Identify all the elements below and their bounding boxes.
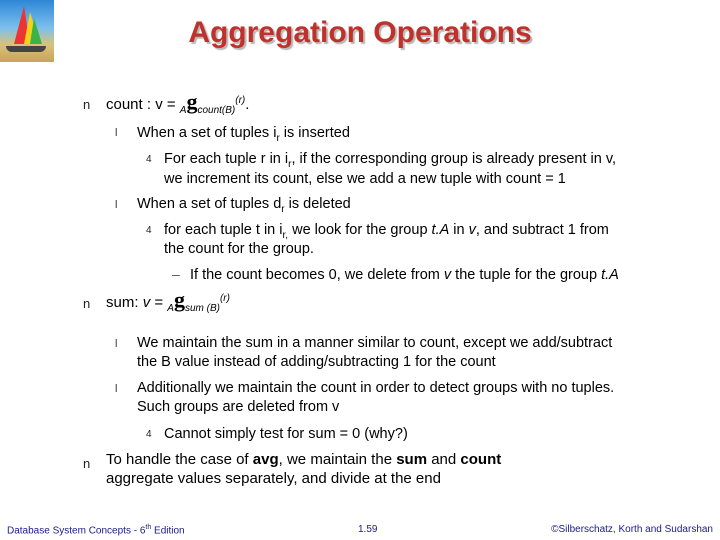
avg-line1: To handle the case of avg, we maintain the sum and count	[106, 451, 502, 468]
insert-detail-line1: For each tuple r in $i_r$, if the corresponding group is already present in v,	[164, 151, 617, 170]
bullet-l2: l	[115, 199, 118, 211]
avg-line2: aggregate values separately, and divide at the end	[106, 470, 441, 487]
delete-line: When a set of tuples $d_r$ is deleted	[137, 196, 351, 215]
bullet-l3: 4	[146, 154, 152, 165]
sum-sub2-line2: Such groups are deleted from v	[137, 399, 340, 415]
delete-detail-line2: the count for the group.	[164, 241, 314, 257]
page-title: Aggregation Operations	[188, 16, 532, 49]
delete-detail-line1: for each tuple t in $i_{r,}$ we look for the group t.A in v, and subtract 1 from	[164, 222, 609, 241]
bullet-l2: l	[115, 383, 118, 395]
footer-book-title: Database System Concepts - 6th Edition	[7, 524, 185, 537]
footer-page-number: 1.59	[358, 524, 378, 535]
sum-sub1-line1: We maintain the sum in a manner similar to count, except we add/subtract	[137, 335, 613, 351]
bullet-l1: n	[83, 456, 91, 471]
insert-line: When a set of tuples $i_r$ is inserted	[137, 125, 350, 144]
bullet-l1: n	[83, 296, 91, 311]
count-definition: count : $v = _Ag_{count(B)}^{(r)}$.	[106, 89, 250, 116]
insert-detail-line2: we increment its count, else we add a new tuple with count = 1	[164, 171, 566, 187]
zero-count-line: If the count becomes 0, we delete from v the tuple for the group t.A	[190, 267, 619, 283]
sum-detail: Cannot simply test for sum = 0 (why?)	[164, 426, 408, 442]
bullet-l4: –	[172, 266, 180, 282]
bullet-l3: 4	[146, 429, 152, 440]
footer-copyright: ©Silberschatz, Korth and Sudarshan	[551, 524, 713, 535]
sum-definition: sum: $v = _Ag_{sum (B)}^{(r)}$	[106, 287, 230, 314]
sum-sub1-line2: the B value instead of adding/subtracting 1 for the count	[137, 354, 496, 370]
bullet-l3: 4	[146, 225, 152, 236]
bullet-l1: n	[83, 97, 91, 112]
sum-sub2-line1: Additionally we maintain the count in order to detect groups with no tuples.	[137, 380, 615, 396]
bullet-l2: l	[115, 338, 118, 350]
bullet-l2: l	[115, 127, 118, 139]
